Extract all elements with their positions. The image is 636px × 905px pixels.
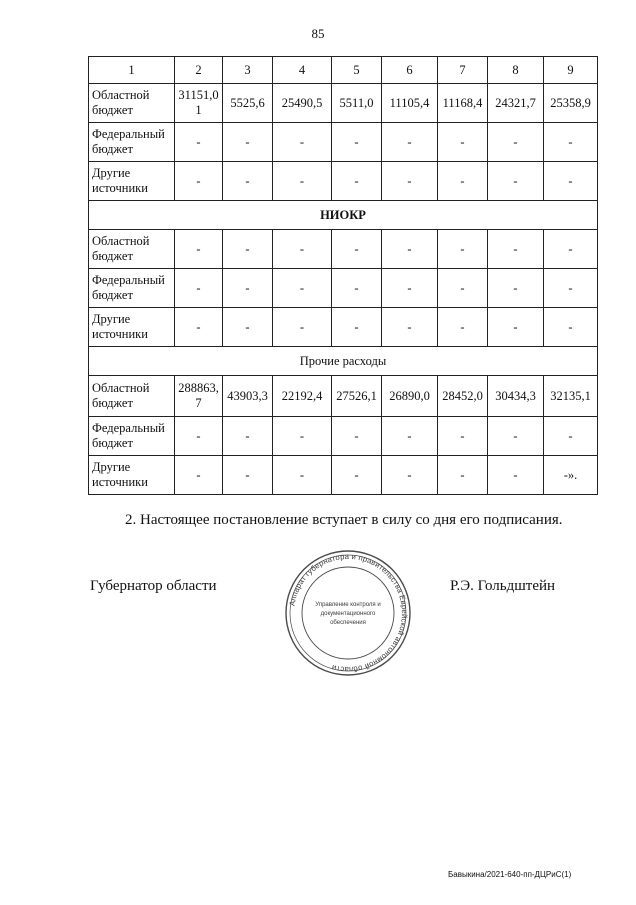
value-cell: - [223,417,273,456]
table-row [89,269,598,308]
value-cell: - [273,456,332,495]
value-cell: - [544,308,598,347]
value-cell: - [175,417,223,456]
value-cell: 43903,3 [223,376,273,417]
section-row [89,347,598,376]
value-cell: - [273,417,332,456]
header-cell: 8 [488,57,544,84]
value-cell: - [488,123,544,162]
value-cell: - [175,162,223,201]
row-label: Другие источники [89,456,175,495]
value-cell: - [332,417,382,456]
value-cell: - [438,230,488,269]
value-cell: - [175,269,223,308]
value-cell: - [175,123,223,162]
value-cell: 11168,4 [438,84,488,123]
value-cell: 28452,0 [438,376,488,417]
table-header-row [89,57,598,84]
header-cell: 9 [544,57,598,84]
value-cell: - [332,456,382,495]
row-label: Другие источники [89,162,175,201]
header-cell: 3 [223,57,273,84]
section-title-niokr: НИОКР [89,201,598,230]
value-cell: - [382,308,438,347]
value-cell: - [382,230,438,269]
value-cell: 288863,7 [175,376,223,417]
header-cell: 4 [273,57,332,84]
value-cell: - [332,269,382,308]
value-cell: 25490,5 [273,84,332,123]
value-cell: - [223,162,273,201]
table-row [89,308,598,347]
header-cell: 5 [332,57,382,84]
signatory-name: Р.Э. Гольдштейн [450,578,556,594]
value-cell: - [488,162,544,201]
value-cell: - [438,269,488,308]
value-cell: - [273,162,332,201]
value-cell: - [438,417,488,456]
section-row [89,201,598,230]
value-cell: - [488,269,544,308]
value-cell: - [332,162,382,201]
value-cell: - [273,123,332,162]
value-cell: 11105,4 [382,84,438,123]
value-cell: 27526,1 [332,376,382,417]
table-row [89,417,598,456]
value-cell: 32135,1 [544,376,598,417]
document-reference: Бавыкина/2021-640-пп-ДЦРиС(1) [448,870,572,879]
header-cell: 1 [89,57,175,84]
header-cell: 2 [175,57,223,84]
stamp-outer-text: Аппарат губернатора и правительства Еврейской автономной области [287,551,410,675]
table-row [89,84,598,123]
table-row [89,162,598,201]
row-label: Другие источники [89,308,175,347]
header-cell: 6 [382,57,438,84]
page-number: 85 [311,26,325,41]
value-cell: - [438,456,488,495]
value-cell: - [332,123,382,162]
signatory-position: Губернатор области [90,578,217,594]
header-cell: 7 [438,57,488,84]
value-cell: - [438,123,488,162]
value-cell: 25358,9 [544,84,598,123]
value-cell: - [273,269,332,308]
value-cell: - [544,162,598,201]
value-cell: - [223,269,273,308]
row-label: Федеральный бюджет [89,417,175,456]
row-label: Федеральный бюджет [89,269,175,308]
value-cell: - [223,123,273,162]
value-cell: - [223,308,273,347]
budget-table [88,56,598,495]
value-cell: - [488,417,544,456]
value-cell: - [223,456,273,495]
value-cell: 5525,6 [223,84,273,123]
value-cell: - [175,230,223,269]
value-cell: 22192,4 [273,376,332,417]
value-cell: - [544,123,598,162]
stamp-inner-line: обеспечения [330,620,366,626]
stamp-inner-line: Управление контроля и [315,602,381,608]
value-cell: 5511,0 [332,84,382,123]
value-cell: 24321,7 [488,84,544,123]
value-cell: - [544,269,598,308]
value-cell: - [382,456,438,495]
table-row [89,123,598,162]
value-cell: - [382,123,438,162]
value-cell: - [273,308,332,347]
value-cell: 30434,3 [488,376,544,417]
section-title-other-expenses: Прочие расходы [89,347,598,376]
value-cell: -». [544,456,598,495]
value-cell: 26890,0 [382,376,438,417]
official-stamp [283,548,413,678]
value-cell: - [382,269,438,308]
stamp-inner-line: документационного [320,611,376,617]
table-body [89,57,598,495]
value-cell: - [544,417,598,456]
row-label: Федеральный бюджет [89,123,175,162]
value-cell: - [488,308,544,347]
value-cell: - [332,230,382,269]
value-cell: 31151,01 [175,84,223,123]
value-cell: - [438,162,488,201]
row-label: Областной бюджет [89,84,175,123]
value-cell: - [175,456,223,495]
value-cell: - [223,230,273,269]
value-cell: - [382,417,438,456]
value-cell: - [175,308,223,347]
value-cell: - [273,230,332,269]
clause-text: 2. Настоящее постановление вступает в силу со дня его подписания. [125,512,563,528]
value-cell: - [382,162,438,201]
value-cell: - [438,308,488,347]
value-cell: - [488,456,544,495]
table-row [89,456,598,495]
value-cell: - [544,230,598,269]
table-row [89,230,598,269]
value-cell: - [488,230,544,269]
table-row [89,376,598,417]
value-cell: - [332,308,382,347]
row-label: Областной бюджет [89,376,175,417]
row-label: Областной бюджет [89,230,175,269]
